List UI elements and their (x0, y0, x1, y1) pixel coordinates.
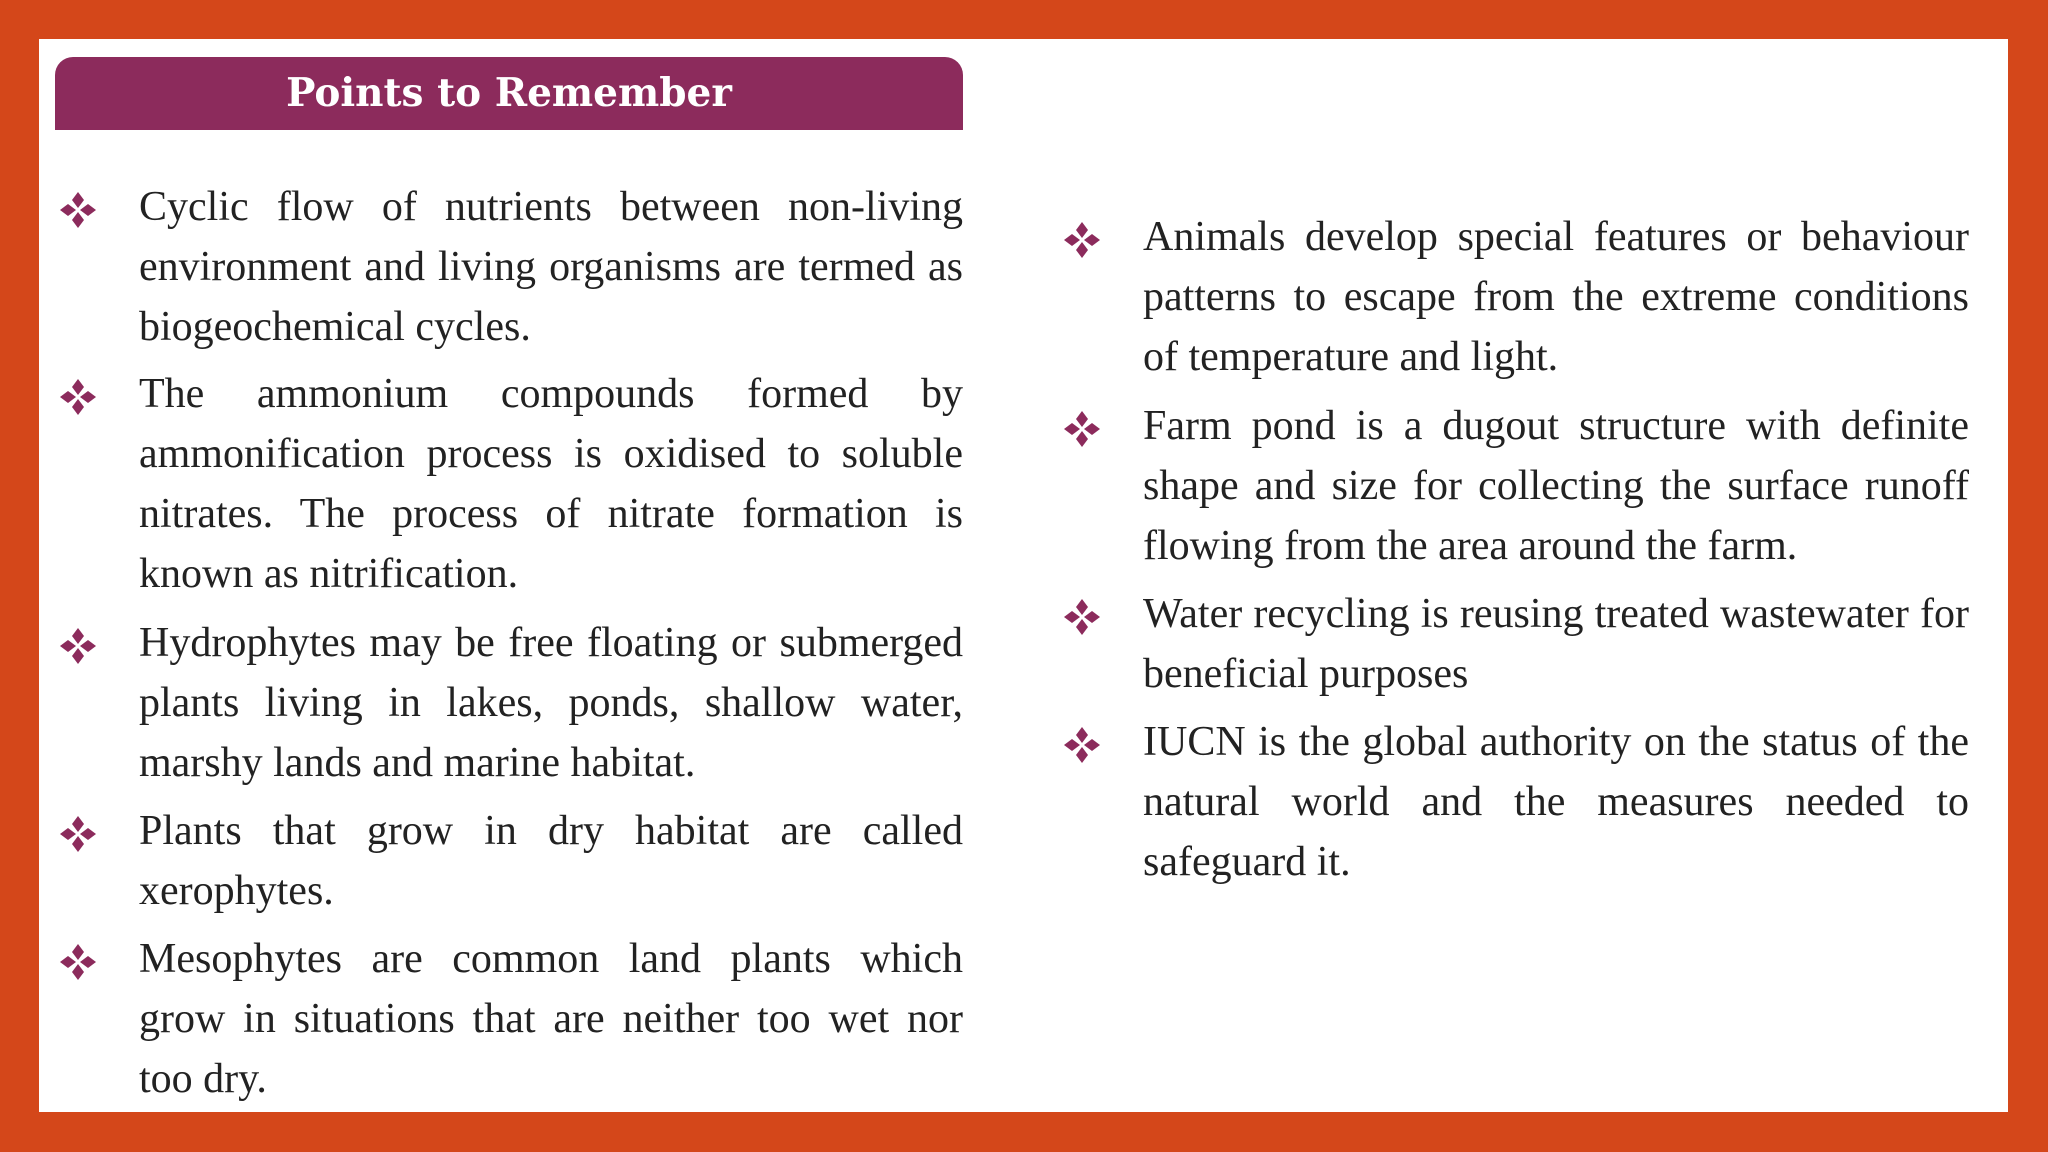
four-diamond-bullet-icon (1063, 410, 1101, 448)
list-item-text: Water recycling is reusing treated wastewater for beneficial purposes (1143, 591, 1969, 697)
four-diamond-bullet-icon (59, 191, 97, 229)
section-title: Points to Remember (286, 70, 732, 116)
list-item-text: Hydrophytes may be free floating or submerged plants living in lakes, ponds, shallow water, marshy lands and marine habitat. (139, 620, 963, 786)
section-header (55, 57, 963, 130)
four-diamond-bullet-icon (59, 815, 97, 853)
content-page (39, 39, 2008, 1112)
list-item-text: Animals develop special features or behaviour patterns to escape from the extreme conditions of temperature and light. (1143, 214, 1969, 380)
list-item-text: Plants that grow in dry habitat are called xerophytes. (139, 808, 963, 914)
list-item-text: Cyclic flow of nutrients between non-living environment and living organisms are termed as biogeochemical cycles. (139, 184, 963, 350)
four-diamond-bullet-icon (1063, 726, 1101, 764)
list-item-text: IUCN is the global authority on the status of the natural world and the measures needed to safeguard it. (1143, 719, 1969, 885)
list-item-text: Farm pond is a dugout structure with definite shape and size for collecting the surface runoff flowing from the area around the farm. (1143, 403, 1969, 569)
four-diamond-bullet-icon (1063, 598, 1101, 636)
list-item-text: Mesophytes are common land plants which grow in situations that are neither too wet nor too dry. (139, 936, 963, 1102)
four-diamond-bullet-icon (59, 378, 97, 416)
four-diamond-bullet-icon (59, 627, 97, 665)
list-item-text: The ammonium compounds formed by ammonification process is oxidised to soluble nitrates. The process of nitrate formation is known as nitrification. (139, 371, 963, 597)
four-diamond-bullet-icon (59, 943, 97, 981)
four-diamond-bullet-icon (1063, 221, 1101, 259)
